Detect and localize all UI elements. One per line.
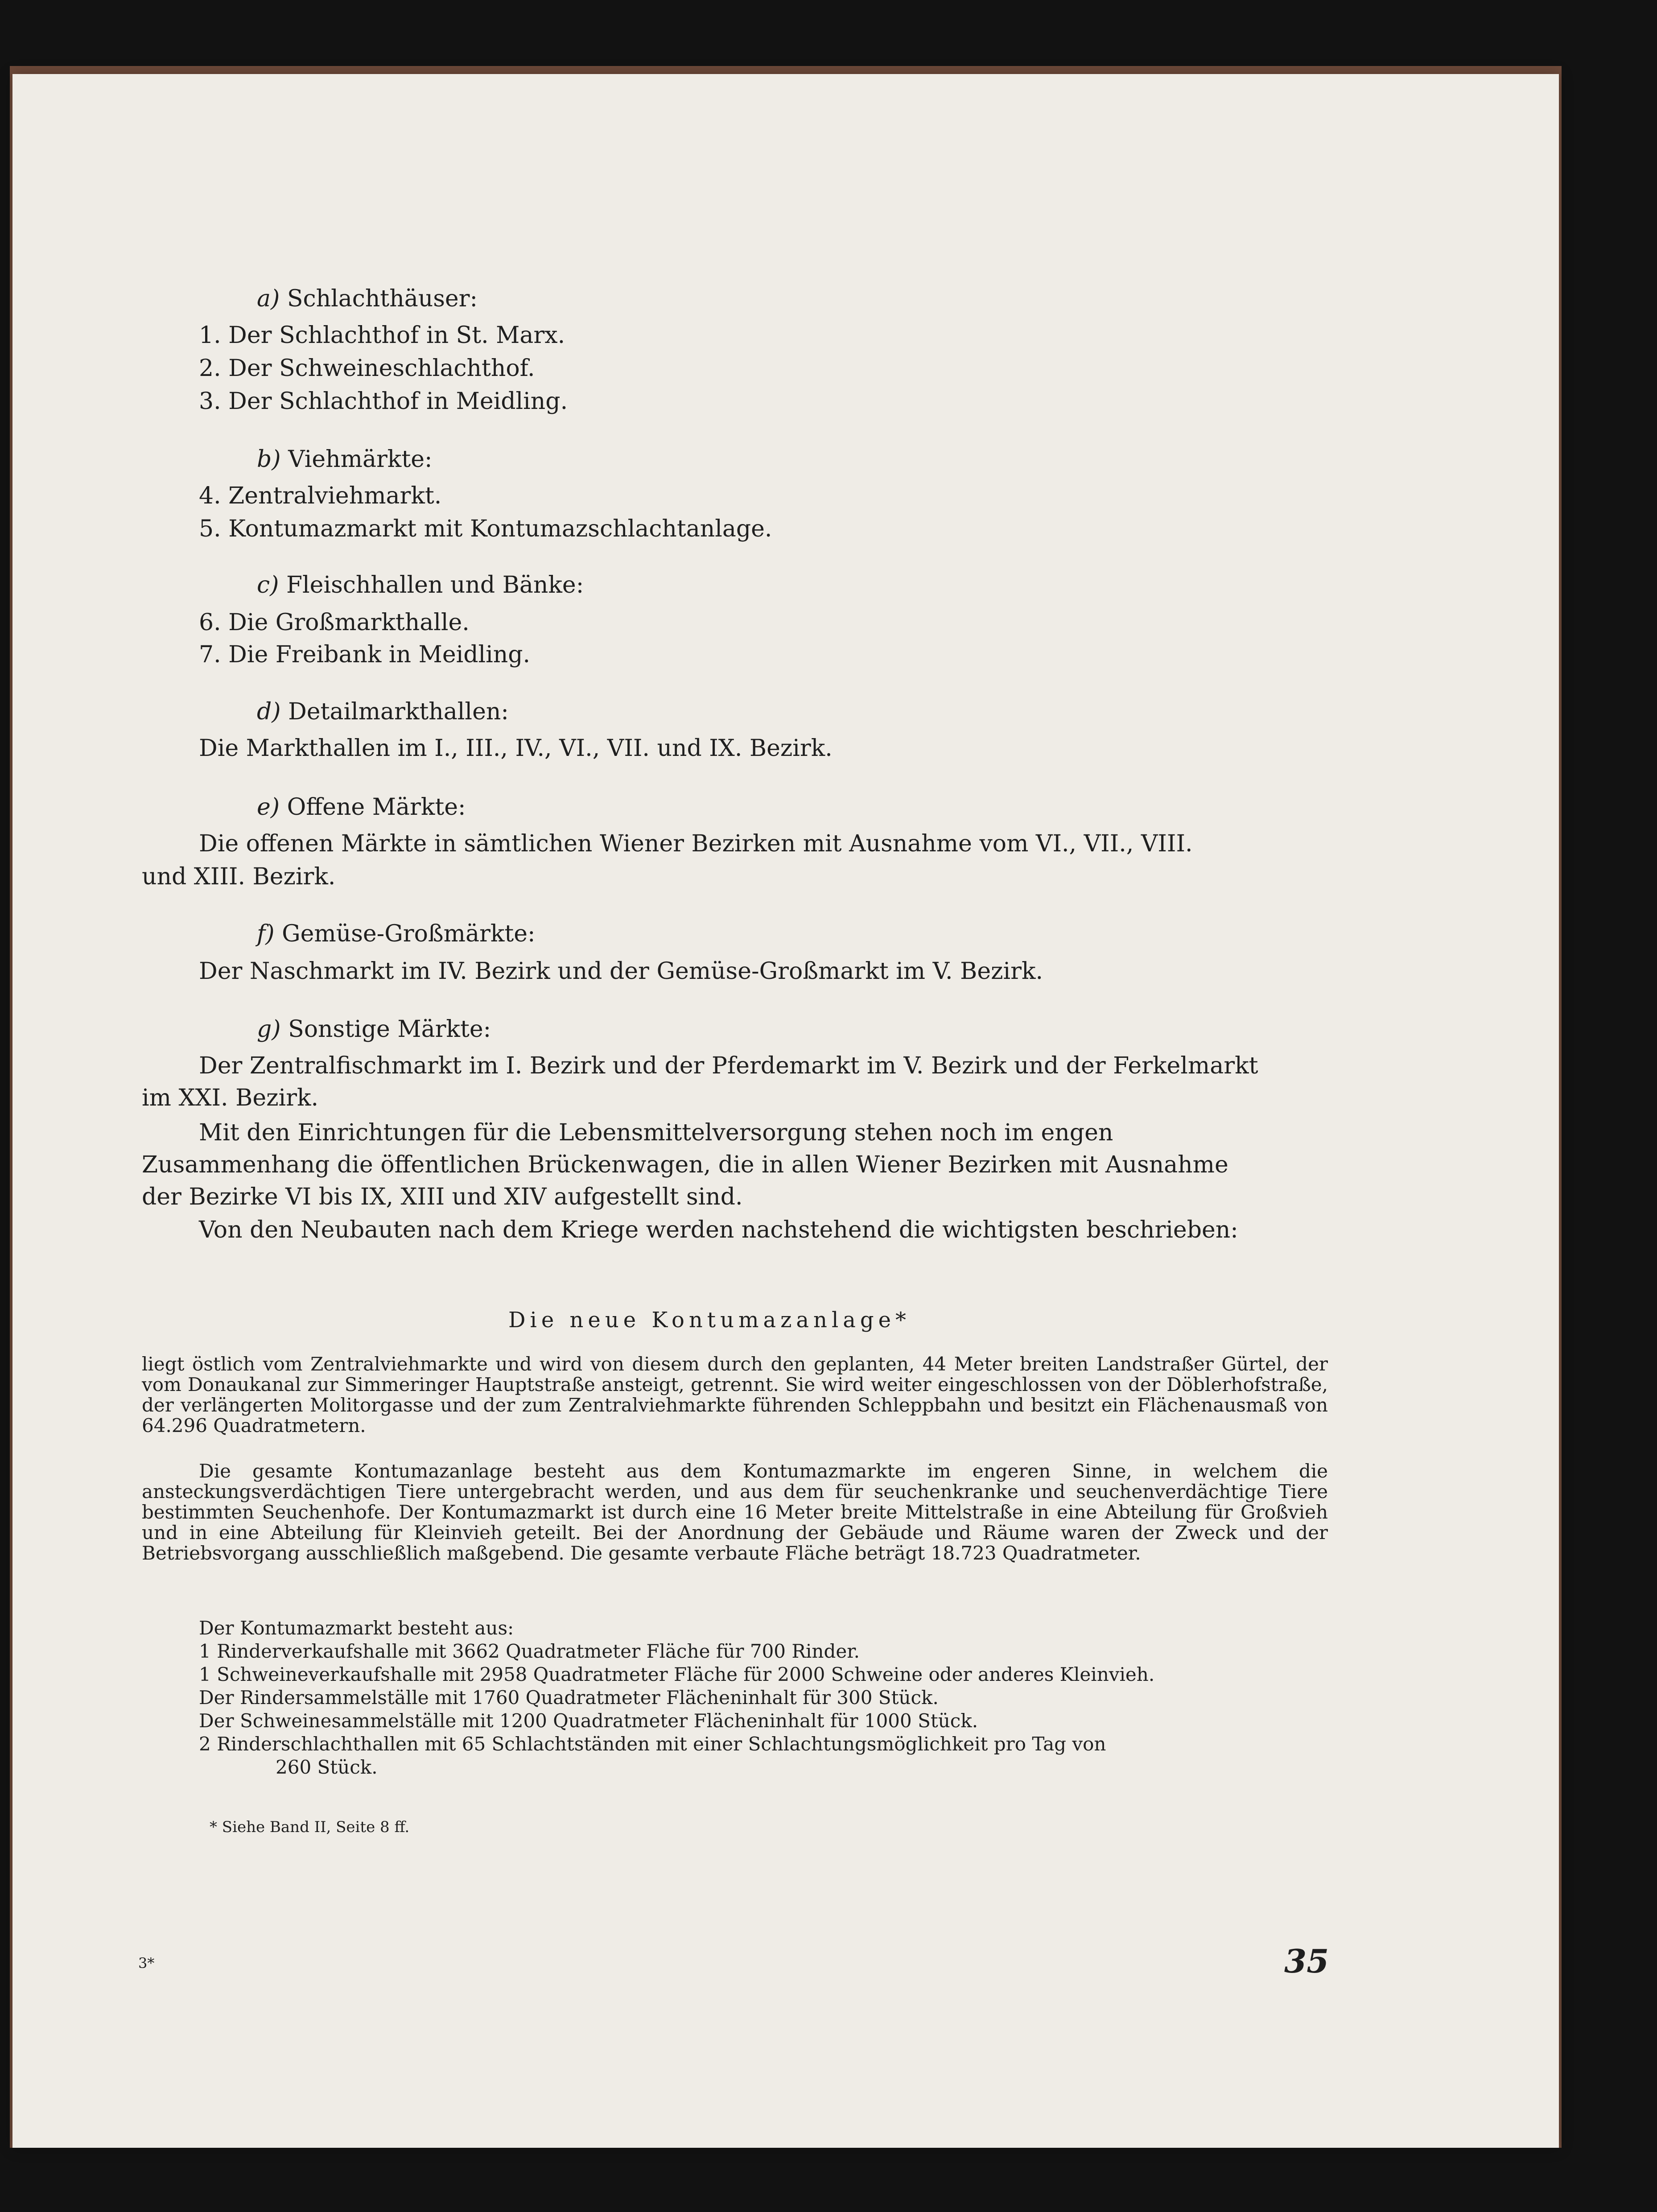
section-a-text: Schlachthäuser:	[287, 285, 478, 312]
page-number: 35	[1284, 1942, 1329, 1980]
list-item: 1 Rinderverkaufshalle mit 3662 Quadratmeter Fläche für 700 Rinder.	[199, 1640, 860, 1662]
section-c-label: c)	[257, 572, 279, 598]
list-item: 2. Der Schweineschlachthof.	[199, 355, 535, 382]
section-a-label: a)	[257, 285, 280, 312]
section-d-title	[257, 700, 509, 723]
list-item: 1. Der Schlachthof in St. Marx.	[199, 322, 565, 349]
kontumaz-para2: Die gesamte Kontumazanlage besteht aus dem Kontumazmarkte im engeren Sinne, in welchem die ansteckungsverdächtigen Tiere untergebracht werden, und aus dem für seuchenkranke und seuchenverdächtige Tiere bestimmten Seuchenhofe. Der Kontumazmarkt ist durch eine 16 Meter breite Mittelstraße in eine Abteilung für Großvieh und in eine Abteilung für Kleinvieh geteilt. Bei der Anordnung der Gebäude und Räume waren der Zweck und der Betriebsvorgang ausschließlich maßgebend. Die gesamte verbaute Fläche beträgt 18.723 Quadratmeter.	[142, 1460, 1328, 1564]
body-para2: Von den Neubauten nach dem Kriege werden nachstehend die wichtigsten beschrieben:	[199, 1217, 1238, 1243]
section-e-text: Offene Märkte:	[287, 794, 466, 821]
body-para1-line3: der Bezirke VI bis IX, XIII und XIV aufgestellt sind.	[142, 1184, 743, 1210]
section-e-body-line2: und XIII. Bezirk.	[142, 863, 336, 890]
section-g-label: g)	[257, 1016, 281, 1043]
section-f-text: Gemüse-Großmärkte:	[282, 920, 536, 947]
section-b-label: b)	[257, 446, 281, 473]
section-g-title	[257, 1018, 491, 1041]
list-item: 5. Kontumazmarkt mit Kontumazschlachtanlage.	[199, 516, 772, 542]
section-c-title	[257, 574, 584, 597]
section-f-body: Der Naschmarkt im IV. Bezirk und der Gemüse-Großmarkt im V. Bezirk.	[199, 958, 1043, 985]
section-g-text: Sonstige Märkte:	[288, 1016, 491, 1043]
section-f-title	[257, 922, 536, 945]
body-para1-line1: Mit den Einrichtungen für die Lebensmittelversorgung stehen noch im engen	[199, 1119, 1113, 1146]
list-item: 2 Rinderschlachthallen mit 65 Schlachtständen mit einer Schlachtungsmöglichkeit pro Tag von	[199, 1733, 1106, 1755]
section-d-label: d)	[257, 698, 281, 725]
section-c-text: Fleischhallen und Bänke:	[286, 572, 584, 598]
body-para1-line2: Zusammenhang die öffentlichen Brückenwagen, die in allen Wiener Bezirken mit Ausnahme	[142, 1151, 1228, 1178]
list-item: 6. Die Großmarkthalle.	[199, 609, 470, 636]
section-f-label: f)	[257, 920, 275, 947]
section-g-body-line2: im XXI. Bezirk.	[142, 1085, 319, 1111]
list-item: 7. Die Freibank in Meidling.	[199, 641, 531, 668]
section-g-body-line1: Der Zentralfischmarkt im I. Bezirk und der Pferdemarkt im V. Bezirk und der Ferkelmarkt	[199, 1052, 1258, 1079]
section-b-title	[257, 448, 433, 471]
list-item: 4. Zentralviehmarkt.	[199, 483, 442, 509]
section-d-body: Die Markthallen im I., III., IV., VI., VII. und IX. Bezirk.	[199, 735, 833, 762]
footnote: * Siehe Band II, Seite 8 ff.	[210, 1818, 410, 1836]
kontumaz-para1: liegt östlich vom Zentralviehmarkte und wird von diesem durch den geplanten, 44 Meter breiten Landstraßer Gürtel, der vom Donaukanal zur Simmeringer Hauptstraße ansteigt, getrennt. Sie wird weiter eingeschlossen von der Döblerhofstraße, der verlängerten Molitorgasse und der zum Zentralviehmarkte führenden Schleppbahn und besitzt ein Flächenausmaß von 64.296 Quadratmetern.	[142, 1353, 1328, 1436]
section-heading: Die neue Kontumazanlage*	[508, 1308, 911, 1333]
list-item: Der Rindersammelställe mit 1760 Quadratmeter Flächeninhalt für 300 Stück.	[199, 1687, 939, 1709]
list-item: 1 Schweineverkaufshalle mit 2958 Quadratmeter Fläche für 2000 Schweine oder anderes Kleinvieh.	[199, 1663, 1155, 1685]
page	[12, 74, 1559, 2148]
list-intro: Der Kontumazmarkt besteht aus:	[199, 1617, 514, 1639]
section-d-text: Detailmarkthallen:	[288, 698, 509, 725]
section-a-title	[257, 287, 478, 310]
section-e-body-line1: Die offenen Märkte in sämtlichen Wiener Bezirken mit Ausnahme vom VI., VII., VIII.	[199, 830, 1193, 857]
list-item-continuation: 260 Stück.	[276, 1756, 378, 1778]
section-e-title	[257, 796, 466, 819]
section-e-label: e)	[257, 794, 280, 821]
signature-mark: 3*	[138, 1955, 155, 1972]
list-item: 3. Der Schlachthof in Meidling.	[199, 388, 568, 415]
section-b-text: Viehmärkte:	[288, 446, 433, 473]
list-item: Der Schweinesammelställe mit 1200 Quadratmeter Flächeninhalt für 1000 Stück.	[199, 1710, 978, 1732]
